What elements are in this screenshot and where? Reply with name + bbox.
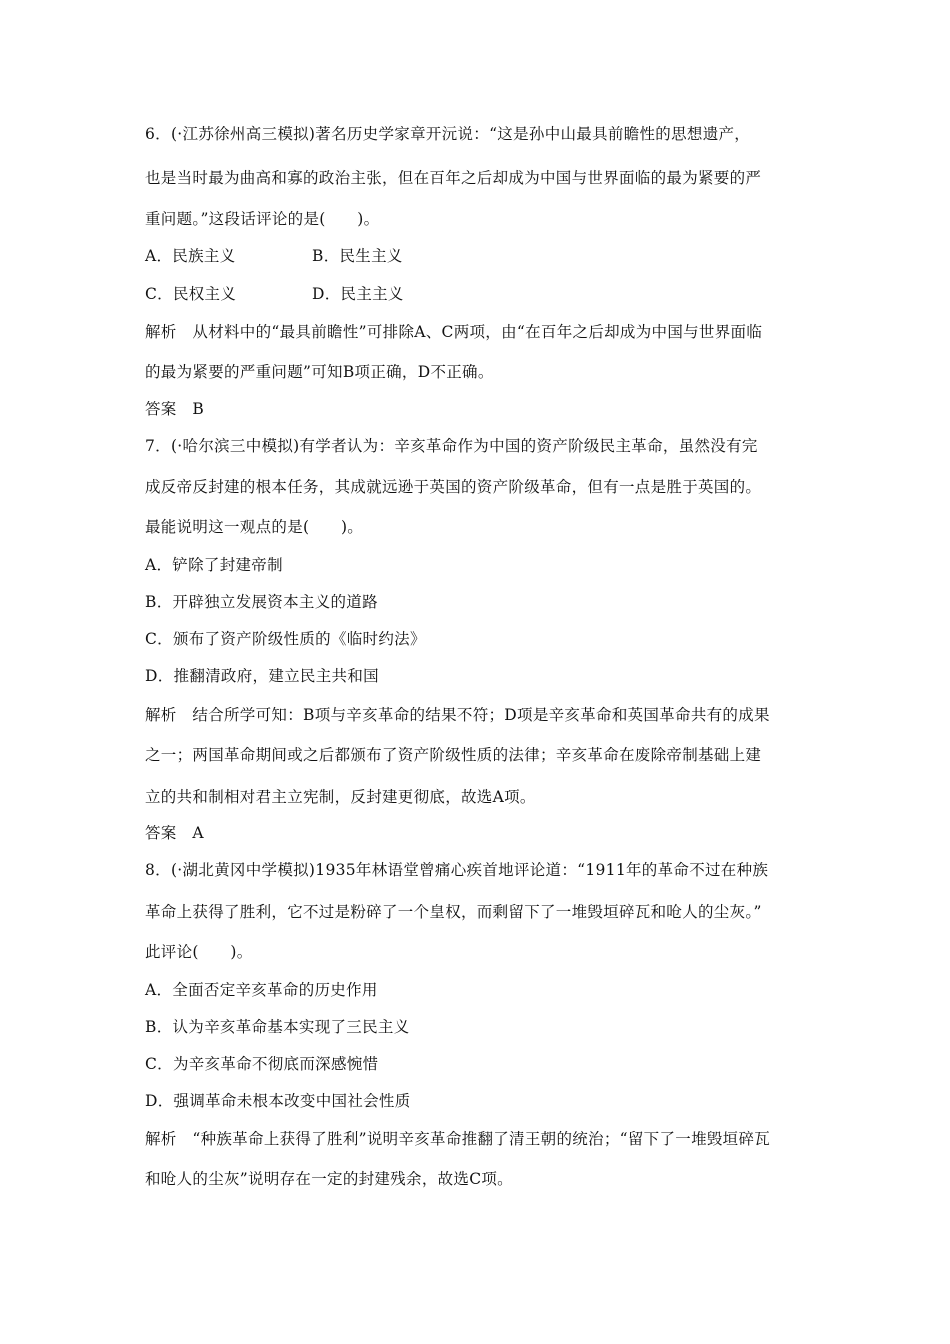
question-8-option-b: B．认为辛亥革命基本实现了三民主义 <box>145 1018 410 1036</box>
question-6-analysis-line-2: 的最为紧要的严重问题”可知B项正确，D不正确。 <box>145 363 494 381</box>
question-6-option-d: D．民主主义 <box>312 285 404 303</box>
question-6-option-c: C．民权主义 <box>145 285 237 303</box>
question-8-line-1: 8．(·湖北黄冈中学模拟)1935年林语堂曾痛心疾首地评论道：“1911年的革命不过在种族 <box>145 861 769 879</box>
question-6-answer: 答案 B <box>145 400 205 418</box>
question-7-analysis-line-1: 解析 结合所学可知：B项与辛亥革命的结果不符；D项是辛亥革命和英国革命共有的成果 <box>145 706 770 724</box>
question-8-option-d: D．强调革命未根本改变中国社会性质 <box>145 1092 411 1110</box>
question-7-analysis-line-2: 之一；两国革命期间或之后都颁布了资产阶级性质的法律；辛亥革命在废除帝制基础上建 <box>145 746 762 764</box>
question-6-option-a: A．民族主义 <box>145 247 236 265</box>
question-7-option-b: B．开辟独立发展资本主义的道路 <box>145 593 378 611</box>
question-7-answer: 答案 A <box>145 824 204 842</box>
question-8-analysis-line-1: 解析 “种族革命上获得了胜利”说明辛亥革命推翻了清王朝的统治；“留下了一堆毁垣碎瓦 <box>145 1130 771 1148</box>
question-6-line-1: 6．(·江苏徐州高三模拟)著名历史学家章开沅说：“这是孙中山最具前瞻性的思想遗产， <box>145 125 751 143</box>
question-8-line-3: 此评论( )。 <box>145 943 253 961</box>
question-6-option-b: B．民生主义 <box>312 247 403 265</box>
question-7-analysis-line-3: 立的共和制相对君主立宪制，反封建更彻底，故选A项。 <box>145 788 536 806</box>
question-8-analysis-line-2: 和呛人的尘灰”说明存在一定的封建残余，故选C项。 <box>145 1170 513 1188</box>
question-7-line-2: 成反帝反封建的根本任务，其成就远逊于英国的资产阶级革命，但有一点是胜于英国的。 <box>145 478 762 496</box>
question-8-option-c: C．为辛亥革命不彻底而深感惋惜 <box>145 1055 379 1073</box>
question-8-option-a: A．全面否定辛亥革命的历史作用 <box>145 981 378 999</box>
question-7-option-d: D．推翻清政府，建立民主共和国 <box>145 667 379 685</box>
question-7-option-c: C．颁布了资产阶级性质的《临时约法》 <box>145 630 426 648</box>
question-7-line-3: 最能说明这一观点的是( )。 <box>145 518 364 536</box>
question-6-line-3: 重问题。”这段话评论的是( )。 <box>145 210 380 228</box>
question-7-option-a: A．铲除了封建帝制 <box>145 556 283 574</box>
question-6-analysis-line-1: 解析 从材料中的“最具前瞻性”可排除A、C两项，由“在百年之后却成为中国与世界面临 <box>145 323 763 341</box>
question-8-line-2: 革命上获得了胜利，它不过是粉碎了一个皇权，而剩留下了一堆毁垣碎瓦和呛人的尘灰。” <box>145 903 762 921</box>
question-7-line-1: 7．(·哈尔滨三中模拟)有学者认为：辛亥革命作为中国的资产阶级民主革命，虽然没有完 <box>145 437 758 455</box>
question-6-line-2: 也是当时最为曲高和寡的政治主张，但在百年之后却成为中国与世界面临的最为紧要的严 <box>145 169 762 187</box>
